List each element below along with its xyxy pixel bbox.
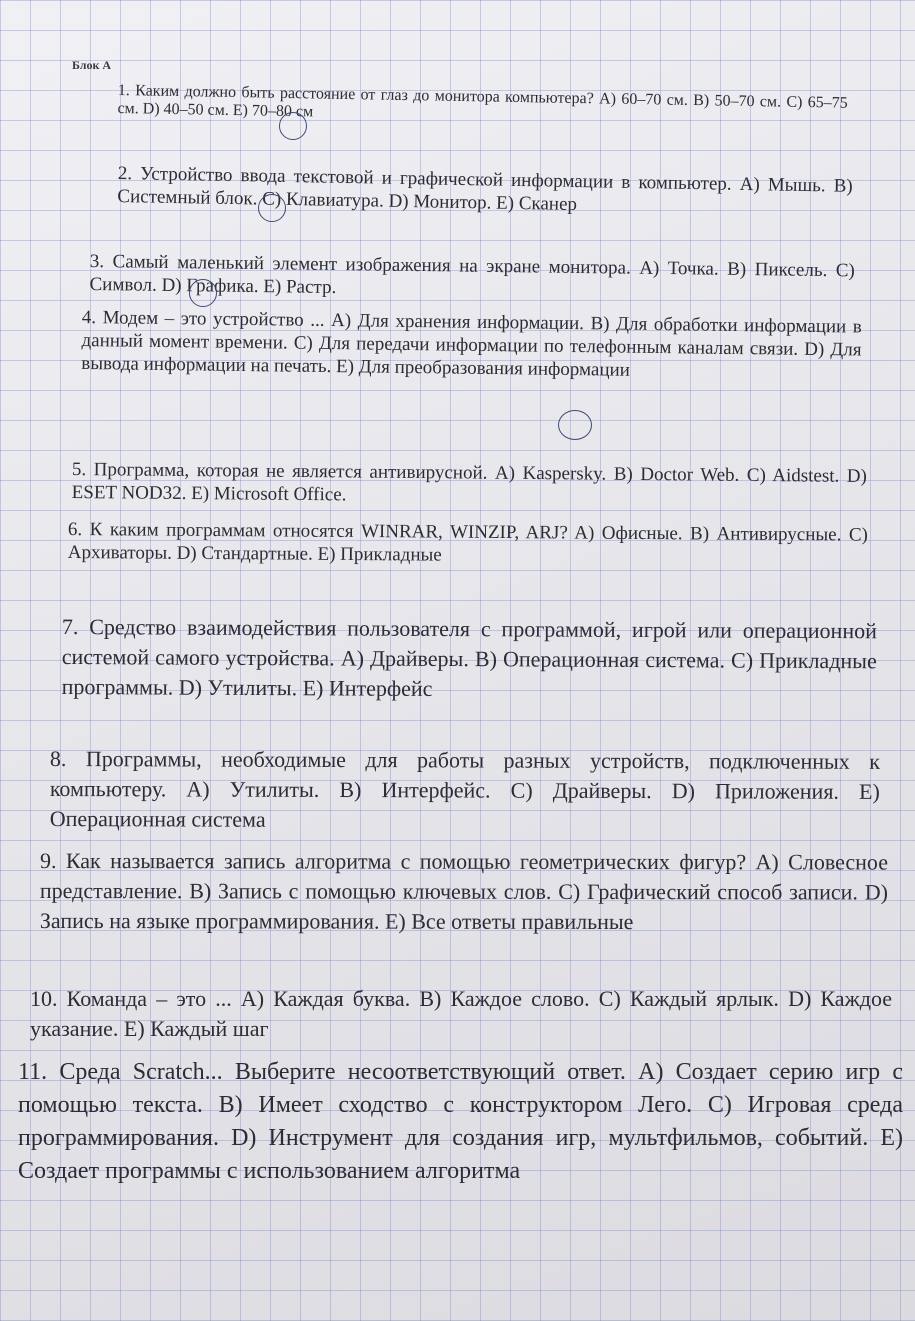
question-text: Самый маленький элемент изображения на экране монитора. A) Точка. B) Пиксель. C) Символ. D) Графика. E) Растр. <box>89 251 855 299</box>
question-number: 4. <box>81 306 97 329</box>
question-text: Как называется запись алгоритма с помощью геометрических фигур? A) Словесное представление. B) Запись с помощью ключевых слов. C) Графический способ записи. D) Запись на языке программирования. E) Все ответы правильные <box>39 848 889 935</box>
question-8 <box>50 744 880 837</box>
question-2 <box>117 162 853 221</box>
question-number: 9. <box>39 848 57 874</box>
question-6 <box>68 518 868 570</box>
question-text: Каким должно быть расстояние от глаз до монитора компьютера? A) 60–70 см. B) 50–70 см. C) 65–75 см. D) 40–50 см. E) 70–80 см <box>117 82 848 121</box>
question-text: Программа, которая не является антивирусной. A) Kaspersky. B) Doctor Web. C) Aidstest. D) ESET NOD32. E) Microsoft Office. <box>71 459 867 506</box>
question-text: К каким программам относятся WINRAR, WINZIP, ARJ? A) Офисные. B) Антивирусные. C) Архиваторы. D) Стандартные. E) Прикладные <box>67 519 868 566</box>
question-number: 7. <box>61 614 79 640</box>
question-text: Устройство ввода текстовой и графической информации в компьютер. A) Мышь. B) Системный блок. C) Клавиатура. D) Монитор. E) Сканер <box>117 163 853 216</box>
question-text: Команда – это ... A) Каждая буква. B) Каждое слово. C) Каждый ярлык. D) Каждое указание. E) Каждый шаг <box>30 986 892 1041</box>
answer-circle-mark <box>558 410 592 440</box>
answer-circle-mark <box>189 279 217 307</box>
question-number: 2. <box>117 162 133 185</box>
question-text: Модем – это устройство ... A) Для хранения информации. B) Для обработки информации в данный момент времени. C) Для передачи информации по телефонным каналам связи. D) Для вывода информации на печать. E) Для преобразования информации <box>81 307 862 381</box>
question-11 <box>18 1056 903 1188</box>
question-7 <box>62 612 877 706</box>
question-9 <box>40 846 888 937</box>
question-number: 6. <box>67 519 83 541</box>
question-number: 10. <box>30 986 58 1011</box>
question-number: 11. <box>18 1059 48 1085</box>
question-10 <box>30 984 892 1044</box>
question-5 <box>72 458 867 511</box>
question-number: 3. <box>89 250 105 273</box>
question-text: Программы, необходимые для работы разных устройств, подключенных к компьютеру. A) Утилиты. B) Интерфейс. C) Драйверы. D) Приложения. E) Операционная система <box>49 746 880 832</box>
question-1 <box>117 82 848 131</box>
question-number: 1. <box>117 82 130 100</box>
answer-circle-mark <box>258 194 286 222</box>
block-title: Блок А <box>72 58 112 72</box>
question-number: 8. <box>49 746 67 772</box>
question-text: Средство взаимодействия пользователя с программой, игрой или операционной системой самого устройства. A) Драйверы. B) Операционная система. C) Прикладные программы. D) Утилиты. E) Интерфейс <box>61 614 877 701</box>
answer-circle-mark <box>279 112 307 140</box>
question-text: Среда Scratch... Выберите несоответствующий ответ. A) Создает серию игр с помощью текста. B) Имеет сходство с конструктором Лего. C) Игровая среда программирования. D) Инструмент для создания игр, мультфильмов, событий. E) Создает программы с использованием алгоритма <box>18 1059 904 1184</box>
question-number: 5. <box>71 458 87 481</box>
question-4 <box>81 306 862 385</box>
